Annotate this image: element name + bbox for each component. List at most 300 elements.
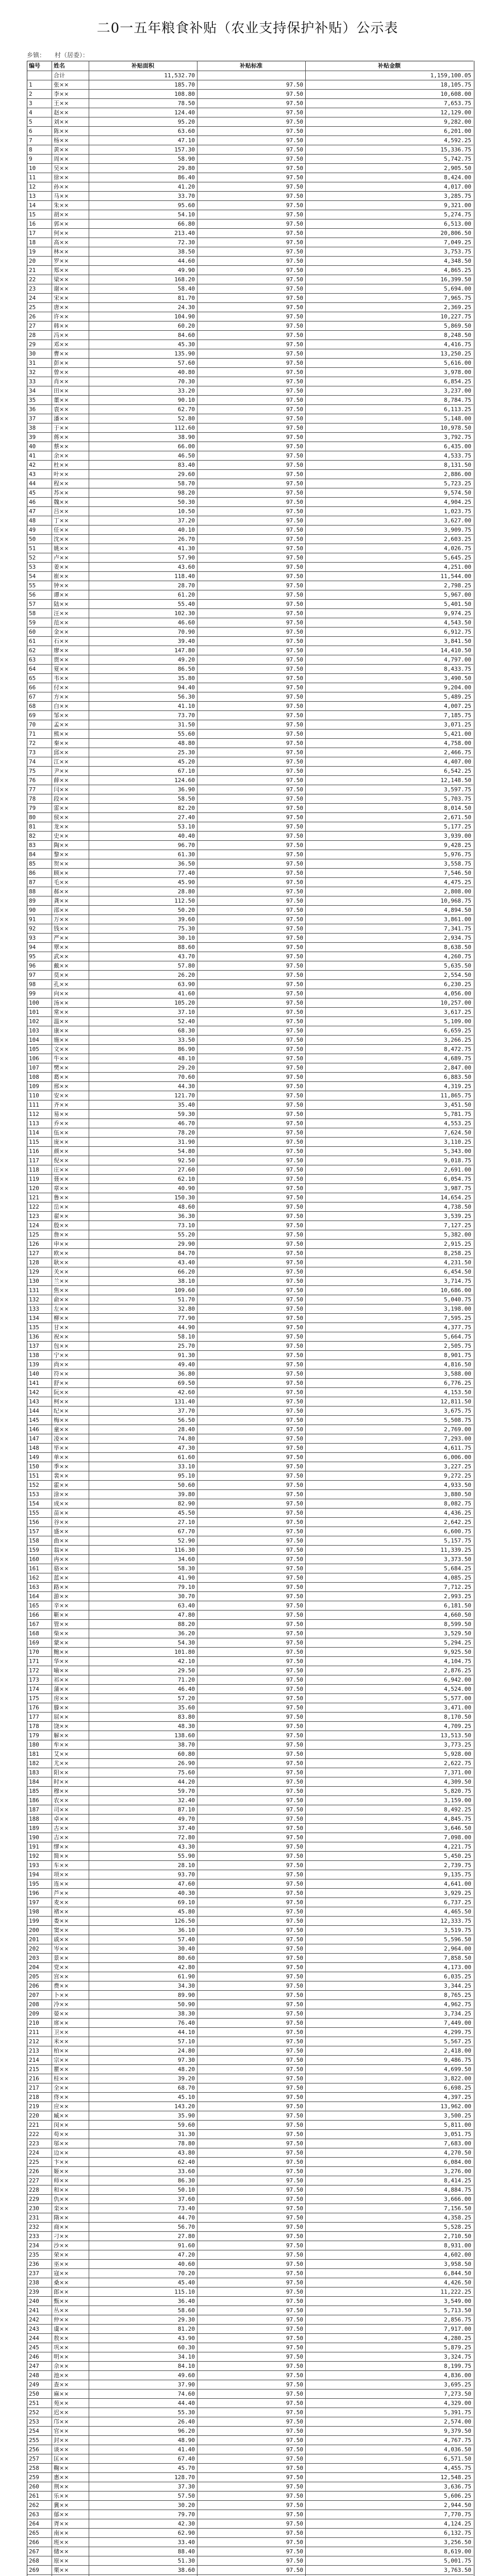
row-id: 170 xyxy=(29,1649,39,1655)
row-name: 简×× xyxy=(54,1853,69,1859)
row-standard: 97.50 xyxy=(286,2437,303,2444)
row-amount: 11,339.25 xyxy=(440,1547,471,1553)
row-id: 261 xyxy=(29,2493,39,2499)
row-name: 吕×× xyxy=(54,508,69,515)
row-id: 203 xyxy=(29,1955,39,1961)
row-id: 149 xyxy=(29,1454,39,1461)
row-area: 40.80 xyxy=(177,369,195,376)
row-name: 靳×× xyxy=(54,1612,69,1618)
row-name: 谢×× xyxy=(54,285,69,292)
row-name: 陈×× xyxy=(54,128,69,134)
row-name: 应×× xyxy=(54,2103,69,2110)
row-name: 阳×× xyxy=(54,1769,69,1776)
row-area: 41.20 xyxy=(177,183,195,190)
row-area: 67.40 xyxy=(177,2455,195,2462)
row-name: 穆×× xyxy=(54,1788,69,1794)
row-name: 席×× xyxy=(54,2020,69,2026)
row-amount: 9,925.50 xyxy=(444,1649,471,1655)
row-area: 86.50 xyxy=(177,666,195,672)
row-area: 26.40 xyxy=(177,2418,195,2425)
row-area: 45.40 xyxy=(177,2279,195,2286)
row-id: 61 xyxy=(29,638,36,645)
row-standard: 97.50 xyxy=(286,2261,303,2267)
row-standard: 97.50 xyxy=(286,1760,303,1767)
row-standard: 97.50 xyxy=(286,582,303,589)
row-id: 67 xyxy=(29,693,36,700)
row-amount: 4,465.50 xyxy=(444,1908,471,1915)
row-standard: 97.50 xyxy=(286,2084,303,2091)
table-row xyxy=(27,553,473,563)
row-standard: 97.50 xyxy=(286,1278,303,1284)
row-id: 56 xyxy=(29,591,36,598)
row-area: 116.30 xyxy=(174,1547,195,1553)
row-area: 42.80 xyxy=(177,1964,195,1971)
row-area: 84.10 xyxy=(177,2363,195,2369)
row-id: 87 xyxy=(29,879,36,886)
row-area: 38.70 xyxy=(177,1741,195,1748)
row-id: 173 xyxy=(29,1676,39,1683)
row-amount: 6,737.25 xyxy=(444,1899,471,1906)
row-area: 57.10 xyxy=(177,2038,195,2045)
row-id: 66 xyxy=(29,684,36,691)
table-row xyxy=(27,386,473,396)
row-amount: 3,773.25 xyxy=(444,1741,471,1748)
row-name: 苟×× xyxy=(54,2131,69,2138)
row-amount: 4,397.25 xyxy=(444,2094,471,2100)
row-id: 191 xyxy=(29,1843,39,1850)
row-standard: 97.50 xyxy=(286,285,303,292)
row-id: 92 xyxy=(29,925,36,932)
row-name: 苗×× xyxy=(54,1510,69,1516)
row-id: 3 xyxy=(29,100,32,107)
row-id: 134 xyxy=(29,1315,39,1321)
row-name: 巩×× xyxy=(54,2344,69,2351)
row-name: 贾×× xyxy=(54,656,69,663)
table-row xyxy=(27,1453,473,1462)
row-standard: 97.50 xyxy=(286,332,303,338)
row-area: 57.50 xyxy=(177,2493,195,2499)
row-amount: 2,554.50 xyxy=(444,972,471,978)
table-row xyxy=(27,2371,473,2380)
row-id: 259 xyxy=(29,2474,39,2481)
row-name: 田×× xyxy=(54,387,69,394)
row-id: 202 xyxy=(29,1945,39,1952)
row-area: 57.80 xyxy=(177,962,195,969)
row-name: 常×× xyxy=(54,1009,69,1015)
row-amount: 3,285.75 xyxy=(444,193,471,199)
table-row xyxy=(27,2148,473,2158)
row-id: 262 xyxy=(29,2502,39,2509)
table-row xyxy=(27,850,473,859)
row-name: 姚×× xyxy=(54,545,69,552)
row-amount: 5,148.00 xyxy=(444,415,471,422)
row-id: 258 xyxy=(29,2465,39,2471)
row-area: 50.90 xyxy=(177,2001,195,2008)
row-id: 127 xyxy=(29,1250,39,1257)
row-standard: 97.50 xyxy=(286,1871,303,1878)
row-id: 124 xyxy=(29,1222,39,1229)
row-area: 48.30 xyxy=(177,1723,195,1730)
row-amount: 3,675.75 xyxy=(444,1408,471,1414)
row-amount: 7,049.25 xyxy=(444,239,471,246)
row-id: 16 xyxy=(29,221,36,227)
row-standard: 97.50 xyxy=(286,1176,303,1182)
row-standard: 97.50 xyxy=(286,2381,303,2388)
row-name: 凌×× xyxy=(54,1435,69,1442)
row-area: 75.30 xyxy=(177,925,195,932)
row-id: 73 xyxy=(29,749,36,756)
row-amount: 3,227.25 xyxy=(444,1463,471,1470)
row-id: 30 xyxy=(29,350,36,357)
row-amount: 15,336.75 xyxy=(440,146,471,153)
row-id: 95 xyxy=(29,953,36,960)
row-standard: 97.50 xyxy=(286,1862,303,1869)
row-amount: 4,962.75 xyxy=(444,2001,471,2008)
row-area: 30.40 xyxy=(177,1945,195,1952)
row-name: 涂×× xyxy=(54,1491,69,1498)
row-amount: 3,451.50 xyxy=(444,1101,471,1108)
row-name: 仲×× xyxy=(54,2316,69,2323)
row-name: 游×× xyxy=(54,1593,69,1600)
row-name: 巫×× xyxy=(54,2261,69,2267)
row-amount: 5,694.00 xyxy=(444,285,471,292)
row-area: 36.80 xyxy=(177,1370,195,1377)
table-row xyxy=(27,1555,473,1564)
row-name: 熊×× xyxy=(54,731,69,737)
row-id: 233 xyxy=(29,2233,39,2240)
row-amount: 8,248.50 xyxy=(444,332,471,338)
row-id: 106 xyxy=(29,1055,39,1062)
row-id: 157 xyxy=(29,1528,39,1535)
table-row xyxy=(27,516,473,526)
row-amount: 6,854.25 xyxy=(444,378,471,385)
row-area: 88.60 xyxy=(177,944,195,951)
row-area: 102.30 xyxy=(174,610,195,617)
row-standard: 97.50 xyxy=(286,2140,303,2147)
table-row xyxy=(27,136,473,145)
row-area: 67.10 xyxy=(177,768,195,774)
row-id: 179 xyxy=(29,1732,39,1739)
row-amount: 5,723.25 xyxy=(444,480,471,487)
row-amount: 6,513.00 xyxy=(444,221,471,227)
row-id: 33 xyxy=(29,378,36,385)
row-standard: 97.50 xyxy=(286,795,303,802)
row-amount: 10,686.00 xyxy=(440,1287,471,1294)
row-amount: 4,104.75 xyxy=(444,1658,471,1665)
row-id: 110 xyxy=(29,1092,39,1099)
row-amount: 6,912.75 xyxy=(444,629,471,635)
row-standard: 97.50 xyxy=(286,1556,303,1563)
row-name: 敖×× xyxy=(54,2335,69,2342)
row-amount: 2,886.00 xyxy=(444,471,471,478)
row-standard: 97.50 xyxy=(286,1435,303,1442)
row-amount: 10,978.50 xyxy=(440,425,471,431)
row-amount: 5,869.50 xyxy=(444,323,471,329)
row-name: 华×× xyxy=(54,1658,69,1665)
row-amount: 6,600.75 xyxy=(444,1528,471,1535)
row-area: 61.20 xyxy=(177,591,195,598)
table-row xyxy=(27,1156,473,1165)
row-name: 农×× xyxy=(54,1797,69,1804)
row-amount: 4,738.50 xyxy=(444,1204,471,1210)
row-id: 216 xyxy=(29,2075,39,2082)
table-row xyxy=(27,1054,473,1063)
row-area: 38.50 xyxy=(177,248,195,255)
row-standard: 97.50 xyxy=(286,2020,303,2026)
row-amount: 7,917.00 xyxy=(444,2326,471,2332)
row-amount: 8,638.50 xyxy=(444,944,471,951)
row-name: 曲×× xyxy=(54,1537,69,1544)
table-row xyxy=(27,2427,473,2436)
row-standard: 97.50 xyxy=(286,545,303,552)
table-row xyxy=(27,1342,473,1351)
row-name: 艾×× xyxy=(54,1751,69,1757)
row-standard: 97.50 xyxy=(286,1361,303,1368)
row-name: 查×× xyxy=(54,2381,69,2388)
row-standard: 97.50 xyxy=(286,1936,303,1943)
row-id: 140 xyxy=(29,1370,39,1377)
row-area: 47.80 xyxy=(177,1612,195,1618)
row-standard: 97.50 xyxy=(286,1751,303,1757)
row-area: 34.30 xyxy=(177,1982,195,1989)
row-id: 204 xyxy=(29,1964,39,1971)
row-standard: 97.50 xyxy=(286,916,303,923)
row-name: 苑×× xyxy=(54,2400,69,2406)
row-area: 57.60 xyxy=(177,360,195,366)
row-id: 133 xyxy=(29,1306,39,1312)
row-area: 46.60 xyxy=(177,619,195,626)
row-area: 61.90 xyxy=(177,1973,195,1980)
row-area: 66.20 xyxy=(177,1268,195,1275)
row-standard: 97.50 xyxy=(286,1741,303,1748)
row-area: 57.20 xyxy=(177,1695,195,1702)
row-area: 28.40 xyxy=(177,1426,195,1433)
row-area: 41.10 xyxy=(177,703,195,709)
row-id: 74 xyxy=(29,758,36,765)
row-id: 172 xyxy=(29,1667,39,1674)
row-amount: 6,659.25 xyxy=(444,1027,471,1034)
row-standard: 97.50 xyxy=(286,1018,303,1025)
row-amount: 8,082.75 xyxy=(444,1500,471,1507)
row-amount: 9,018.75 xyxy=(444,1157,471,1164)
row-id: 168 xyxy=(29,1630,39,1637)
header-area: 补贴面积 xyxy=(131,62,154,69)
table-row xyxy=(27,1768,473,1777)
row-id: 254 xyxy=(29,2428,39,2434)
row-area: 36.50 xyxy=(177,860,195,867)
row-amount: 3,237.00 xyxy=(444,387,471,394)
row-standard: 97.50 xyxy=(286,1046,303,1053)
row-amount: 5,450.25 xyxy=(444,1853,471,1859)
row-name: 欧×× xyxy=(54,1250,69,1257)
row-area: 78.80 xyxy=(177,2140,195,2147)
table-row xyxy=(27,1583,473,1592)
row-standard: 97.50 xyxy=(286,267,303,274)
row-area: 69.50 xyxy=(177,1380,195,1386)
table-row xyxy=(27,294,473,303)
row-area: 33.20 xyxy=(177,387,195,394)
row-area: 83.40 xyxy=(177,462,195,468)
table-row xyxy=(27,2083,473,2093)
row-standard: 97.50 xyxy=(286,712,303,719)
row-name: 徐×× xyxy=(54,174,69,181)
table-row xyxy=(27,2121,473,2130)
row-standard: 97.50 xyxy=(286,2363,303,2369)
row-id: 8 xyxy=(29,146,32,153)
row-id: 178 xyxy=(29,1723,39,1730)
row-name: 景×× xyxy=(54,1955,69,1961)
table-row xyxy=(27,2556,473,2566)
row-id: 70 xyxy=(29,721,36,728)
row-name: 时×× xyxy=(54,1778,69,1785)
row-amount: 3,071.25 xyxy=(444,721,471,728)
table-row xyxy=(27,2352,473,2362)
row-area: 28.70 xyxy=(177,582,195,589)
row-area: 71.20 xyxy=(177,1676,195,1683)
table-row xyxy=(27,2065,473,2074)
table-row xyxy=(27,2046,473,2056)
row-standard: 97.50 xyxy=(286,1324,303,1331)
row-id: 18 xyxy=(29,239,36,246)
table-row xyxy=(27,2074,473,2083)
row-amount: 3,987.75 xyxy=(444,1185,471,1192)
row-amount: 2,847.00 xyxy=(444,1064,471,1071)
row-standard: 97.50 xyxy=(286,693,303,700)
row-area: 49.70 xyxy=(177,1816,195,1822)
row-standard: 97.50 xyxy=(286,1639,303,1646)
row-amount: 5,528.25 xyxy=(444,2224,471,2230)
row-name: 陶×× xyxy=(54,842,69,849)
row-amount: 11,865.75 xyxy=(440,1092,471,1099)
row-name: 柴×× xyxy=(54,1630,69,1637)
row-name: 安×× xyxy=(54,1092,69,1099)
table-row xyxy=(27,257,473,266)
table-row xyxy=(27,1796,473,1805)
row-name: 耿×× xyxy=(54,1259,69,1266)
table-row xyxy=(27,359,473,368)
row-area: 61.60 xyxy=(177,1454,195,1461)
row-amount: 3,958.50 xyxy=(444,2261,471,2267)
row-id: 94 xyxy=(29,944,36,951)
row-id: 190 xyxy=(29,1834,39,1841)
row-area: 46.50 xyxy=(177,452,195,459)
row-amount: 14,654.25 xyxy=(440,1194,471,1201)
header-amount: 补贴金额 xyxy=(378,62,401,69)
row-standard: 97.50 xyxy=(286,1658,303,1665)
row-area: 27.80 xyxy=(177,2233,195,2240)
row-id: 174 xyxy=(29,1686,39,1692)
row-area: 80.60 xyxy=(177,1955,195,1961)
row-area: 62.10 xyxy=(177,1176,195,1182)
table-row xyxy=(27,2019,473,2028)
row-amount: 3,471.00 xyxy=(444,1704,471,1711)
row-id: 138 xyxy=(29,1352,39,1359)
table-row xyxy=(27,1444,473,1453)
row-id: 104 xyxy=(29,1037,39,1043)
table-row xyxy=(27,238,473,247)
row-name: 庄×× xyxy=(54,1166,69,1173)
row-amount: 3,734.25 xyxy=(444,2010,471,2017)
table-row xyxy=(27,2204,473,2213)
row-amount: 4,699.50 xyxy=(444,2066,471,2073)
row-id: 221 xyxy=(29,2122,39,2128)
table-row xyxy=(27,581,473,590)
row-area: 77.40 xyxy=(177,870,195,876)
row-amount: 3,978.00 xyxy=(444,369,471,376)
row-amount: 6,942.00 xyxy=(444,1676,471,1683)
row-standard: 97.50 xyxy=(286,295,303,301)
row-name: 郁×× xyxy=(54,2511,69,2518)
row-amount: 7,858.50 xyxy=(444,1955,471,1961)
row-area: 44.60 xyxy=(177,258,195,264)
row-amount: 6,035.25 xyxy=(444,1973,471,1980)
row-standard: 97.50 xyxy=(286,2214,303,2221)
row-amount: 4,865.25 xyxy=(444,267,471,274)
table-row xyxy=(27,2111,473,2121)
row-standard: 97.50 xyxy=(286,2047,303,2054)
row-standard: 97.50 xyxy=(286,573,303,580)
row-standard: 97.50 xyxy=(286,193,303,199)
table-row xyxy=(27,2501,473,2510)
row-id: 31 xyxy=(29,360,36,366)
table-row xyxy=(27,1425,473,1434)
table-row xyxy=(27,2362,473,2371)
row-name: 卞×× xyxy=(54,2159,69,2165)
row-area: 27.60 xyxy=(177,1166,195,1173)
table-row xyxy=(27,498,473,507)
row-standard: 97.50 xyxy=(286,981,303,988)
table-row xyxy=(27,1629,473,1638)
row-standard: 97.50 xyxy=(286,2539,303,2546)
row-amount: 8,424.00 xyxy=(444,174,471,181)
row-standard: 97.50 xyxy=(286,2224,303,2230)
row-standard: 97.50 xyxy=(286,1037,303,1043)
row-name: 鲍×× xyxy=(54,1649,69,1655)
table-row xyxy=(27,275,473,284)
row-standard: 97.50 xyxy=(286,1788,303,1794)
row-area: 56.70 xyxy=(177,2224,195,2230)
row-name: 石×× xyxy=(54,638,69,645)
row-id: 196 xyxy=(29,1890,39,1896)
row-name: 丛×× xyxy=(54,2307,69,2314)
row-standard: 97.50 xyxy=(286,165,303,172)
row-area: 42.60 xyxy=(177,1389,195,1396)
row-area: 185.70 xyxy=(174,81,195,88)
row-standard: 97.50 xyxy=(286,2122,303,2128)
row-standard: 97.50 xyxy=(286,1704,303,1711)
row-name: 邵×× xyxy=(54,907,69,913)
row-amount: 2,905.50 xyxy=(444,165,471,172)
table-row xyxy=(27,600,473,609)
table-row xyxy=(27,1008,473,1017)
row-id: 230 xyxy=(29,2205,39,2212)
row-name: 古×× xyxy=(54,1825,69,1832)
row-id: 115 xyxy=(29,1139,39,1145)
row-name: 朱×× xyxy=(54,202,69,209)
row-area: 49.40 xyxy=(177,1361,195,1368)
row-standard: 97.50 xyxy=(286,2094,303,2100)
row-area: 95.60 xyxy=(177,202,195,209)
row-standard: 97.50 xyxy=(286,610,303,617)
row-name: 韦×× xyxy=(54,675,69,682)
row-amount: 5,382.00 xyxy=(444,1231,471,1238)
table-row xyxy=(27,461,473,470)
row-amount: 7,653.75 xyxy=(444,100,471,107)
row-name: 陆×× xyxy=(54,601,69,607)
row-area: 41.90 xyxy=(177,1574,195,1581)
row-id: 36 xyxy=(29,406,36,413)
row-amount: 3,792.75 xyxy=(444,434,471,440)
